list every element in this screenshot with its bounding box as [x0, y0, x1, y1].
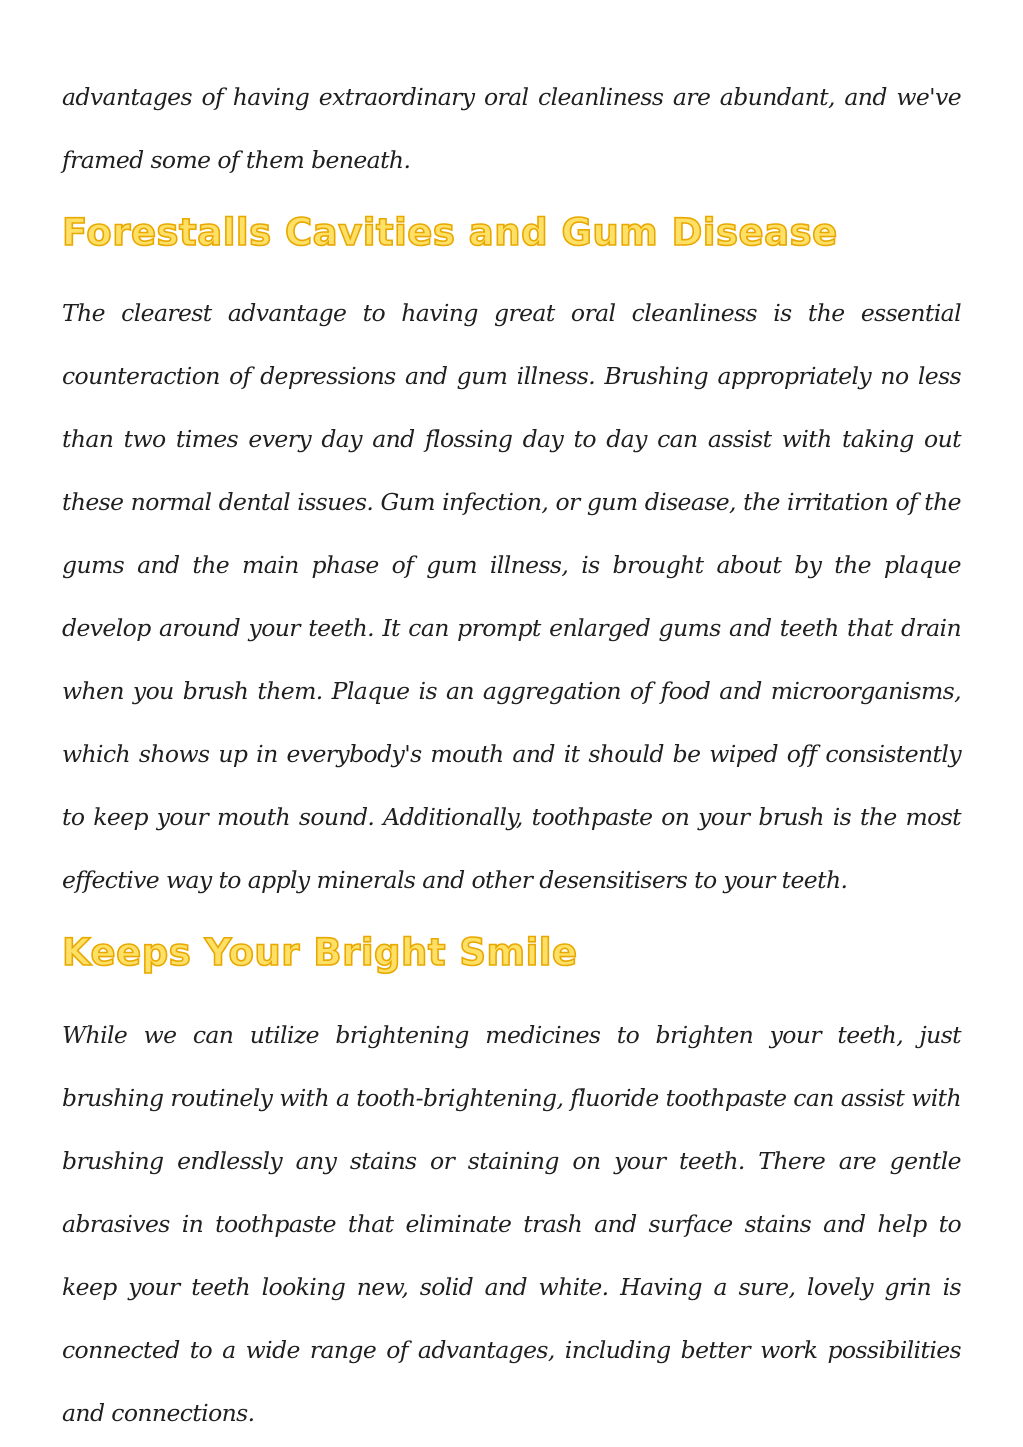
- intro-paragraph: advantages of having extraordinary oral cleanliness are abundant, and we've framed some of them beneath.: [62, 83, 961, 174]
- section-heading-smile: Keeps Your Bright Smile: [62, 931, 578, 974]
- document-page: [62, 66, 961, 1445]
- section-paragraph-cavities: The clearest advantage to having great oral cleanliness is the essential counteraction of depressions and gum illness. Brushing appropriately no less than two times every day and flossing day to day can assist with taking out these normal dental issues. Gum infection, or gum disease, the irritation of the gums and the main phase of gum illness, is brought about by the plaque develop around your teeth. It can prompt enlarged gums and teeth that drain when you brush them. Plaque is an aggregation of food and microorganisms, which shows up in everybody's mouth and it should be wiped off consistently to keep your mouth sound. Additionally, toothpaste on your brush is the most effective way to apply minerals and other desensitisers to your teeth.: [62, 299, 961, 894]
- section-paragraph-smile: While we can utilize brightening medicines to brighten your teeth, just brushing routinely with a tooth-brightening, fluoride toothpaste can assist with brushing endlessly any stains or staining on your teeth. There are gentle abrasives in toothpaste that eliminate trash and surface stains and help to keep your teeth looking new, solid and white. Having a sure, lovely grin is connected to a wide range of advantages, including better work possibilities and connections.: [62, 1021, 961, 1427]
- section-heading-cavities: Forestalls Cavities and Gum Disease: [62, 211, 838, 254]
